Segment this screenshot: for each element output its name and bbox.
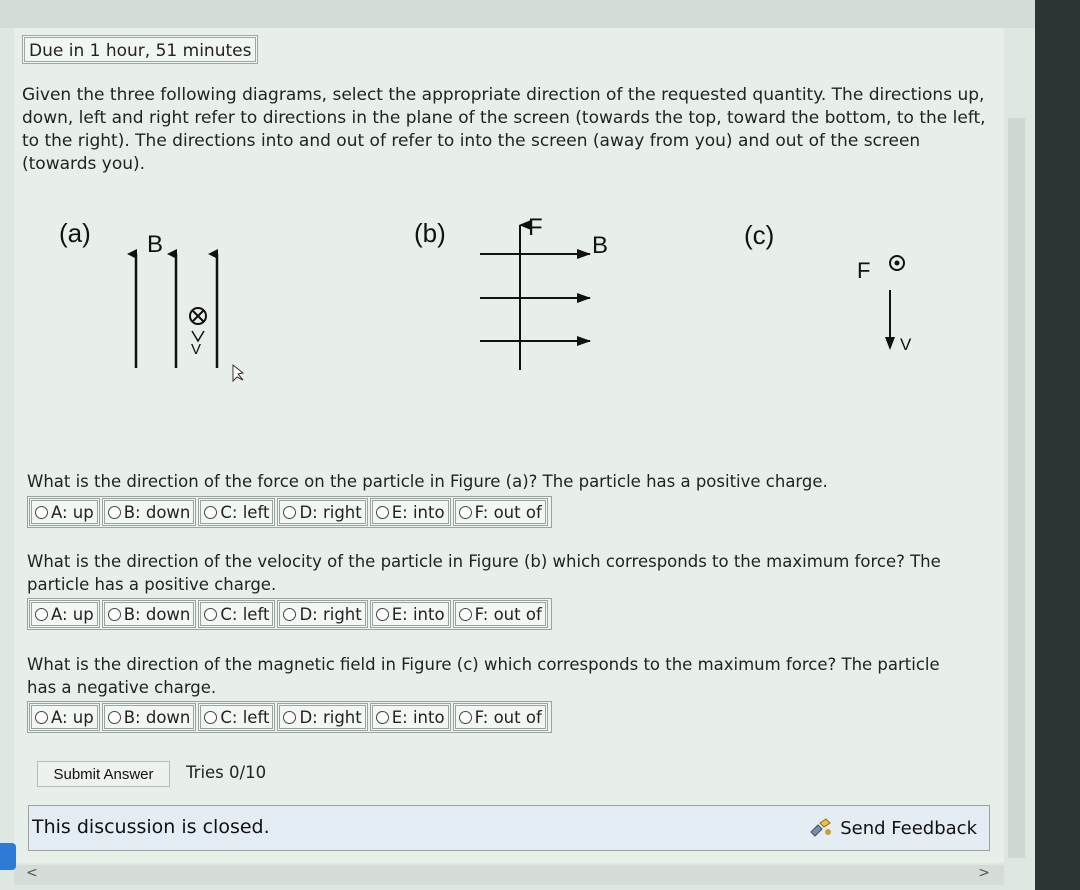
figure-c-velocity-label: V [900, 335, 912, 354]
radio-icon[interactable] [204, 506, 217, 519]
q3-option-left[interactable]: C: left [198, 703, 275, 731]
scroll-left-icon[interactable]: < [26, 865, 38, 881]
radio-icon[interactable] [376, 506, 389, 519]
instructions: Given the three following diagrams, select the appropriate direction of the requested quantity. The directions up, down, left and right refer to directions in the plane of the screen (towards the top, toward the bottom, to the left, to the right). The directions into and out of refer to into the screen (away from you) and out of the screen (towards you). [22, 85, 986, 174]
figure-c-force-label: F [857, 258, 871, 283]
radio-icon[interactable] [283, 506, 296, 519]
q1-option-right[interactable]: D: right [277, 498, 367, 526]
radio-icon[interactable] [108, 711, 121, 724]
question-2-options [27, 598, 552, 630]
submit-answer-button[interactable]: Submit Answer [37, 761, 170, 787]
question-1-text: What is the direction of the force on the particle in Figure (a)? The particle has a positive charge. [27, 472, 828, 491]
q1-option-out-of[interactable]: F: out of [453, 498, 548, 526]
q1-option-left[interactable]: C: left [198, 498, 275, 526]
radio-icon[interactable] [35, 711, 48, 724]
question-1-options [27, 496, 552, 528]
q2-option-down[interactable]: B: down [102, 600, 197, 628]
figure-c [740, 210, 940, 370]
into-page-icon [190, 308, 206, 324]
figure-b-force-label: F [528, 214, 543, 241]
figure-a [55, 210, 265, 390]
velocity-arrow-down [192, 331, 204, 341]
question-3-text: What is the direction of the magnetic field in Figure (c) which corresponds to the maximum force? The particle has a negative charge. [27, 655, 940, 697]
q3-option-out-of[interactable]: F: out of [453, 703, 548, 731]
discussion-status: This discussion is closed. [32, 816, 270, 838]
vertical-scrollbar[interactable] [1008, 118, 1025, 858]
out-of-page-icon [890, 256, 904, 270]
figure-c-label: (c) [744, 220, 775, 250]
top-strip [0, 0, 1035, 28]
figure-a-field-label: B [147, 231, 164, 258]
q3-option-up[interactable]: A: up [29, 703, 100, 731]
tries-counter: Tries 0/10 [186, 763, 267, 782]
question-3-options [27, 701, 552, 733]
due-label: Due in 1 hour, 51 minutes [22, 35, 258, 64]
figure-b [410, 205, 630, 380]
radio-icon[interactable] [459, 608, 472, 621]
side-tab[interactable] [0, 843, 16, 870]
radio-icon[interactable] [35, 608, 48, 621]
feedback-icon [808, 817, 834, 839]
send-feedback-label[interactable]: Send Feedback [840, 817, 977, 839]
radio-icon[interactable] [283, 608, 296, 621]
radio-icon[interactable] [459, 506, 472, 519]
q1-option-down[interactable]: B: down [102, 498, 197, 526]
radio-icon[interactable] [204, 711, 217, 724]
figure-b-label: (b) [414, 218, 446, 248]
q2-option-left[interactable]: C: left [198, 600, 275, 628]
horizontal-scrollbar[interactable] [14, 865, 1004, 885]
scroll-right-icon[interactable]: > [978, 865, 990, 881]
q1-option-into[interactable]: E: into [370, 498, 451, 526]
radio-icon[interactable] [108, 608, 121, 621]
q2-option-into[interactable]: E: into [370, 600, 451, 628]
question-2-text: What is the direction of the velocity of the particle in Figure (b) which corresponds to the maximum force? The particle has a positive charge. [27, 552, 941, 594]
radio-icon[interactable] [35, 506, 48, 519]
discussion-bar [28, 805, 990, 851]
q3-option-down[interactable]: B: down [102, 703, 197, 731]
radio-icon[interactable] [376, 711, 389, 724]
radio-icon[interactable] [283, 711, 296, 724]
q1-option-up[interactable]: A: up [29, 498, 100, 526]
figure-a-velocity-label: V [191, 341, 202, 358]
q3-option-right[interactable]: D: right [277, 703, 367, 731]
q2-option-up[interactable]: A: up [29, 600, 100, 628]
radio-icon[interactable] [376, 608, 389, 621]
radio-icon[interactable] [108, 506, 121, 519]
figure-b-field-label: B [592, 232, 609, 259]
q2-option-right[interactable]: D: right [277, 600, 367, 628]
figure-a-label: (a) [59, 218, 91, 248]
q3-option-into[interactable]: E: into [370, 703, 451, 731]
radio-icon[interactable] [204, 608, 217, 621]
radio-icon[interactable] [459, 711, 472, 724]
mouse-cursor-icon [233, 365, 243, 381]
send-feedback-link[interactable] [808, 817, 977, 839]
q2-option-out-of[interactable]: F: out of [453, 600, 548, 628]
